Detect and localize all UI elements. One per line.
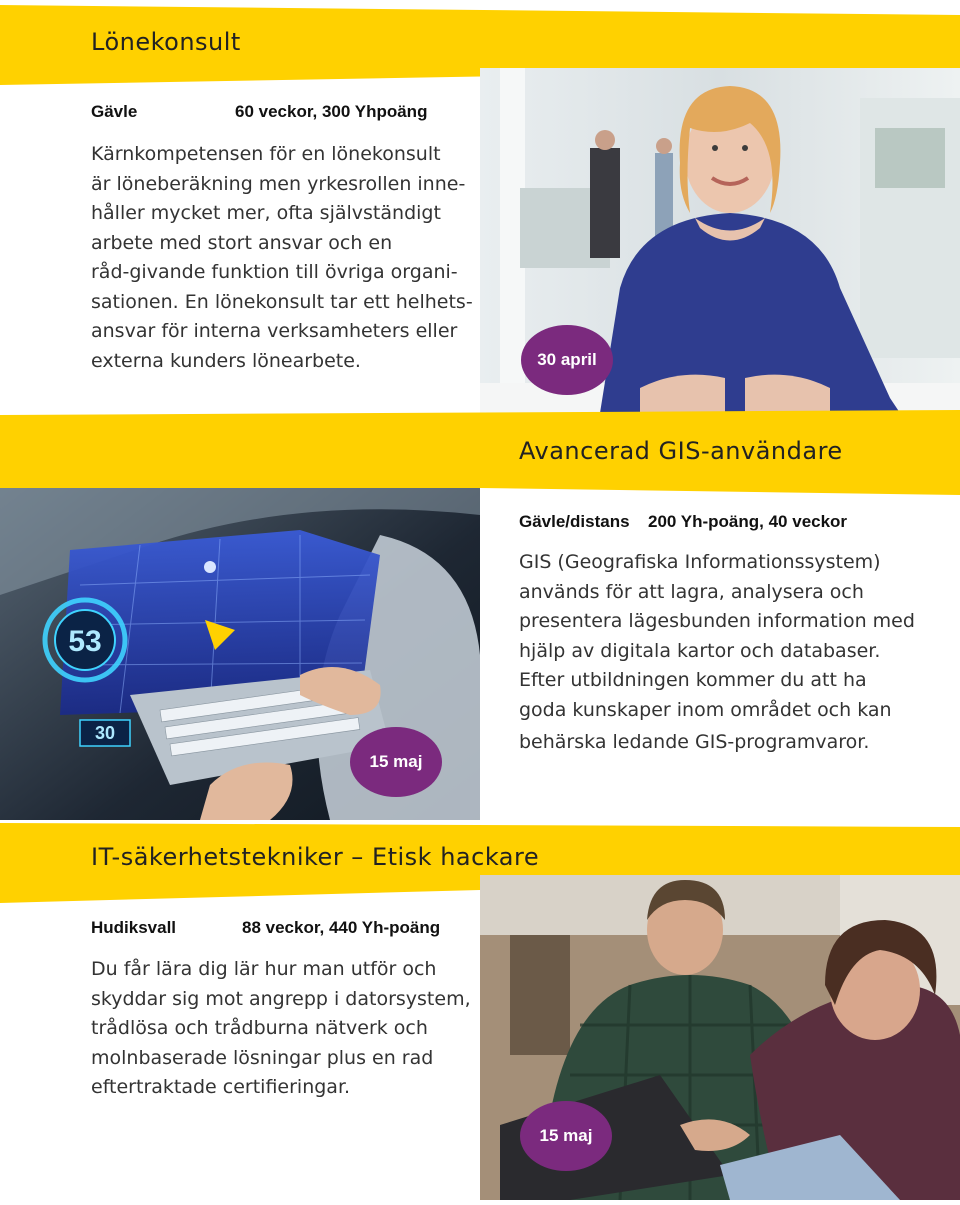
description-line: råd-givande funktion till övriga organi- bbox=[91, 261, 458, 283]
description-line: goda kunskaper inom området och kan bbox=[519, 698, 892, 721]
description-line: används för att lagra, analysera och bbox=[519, 580, 864, 603]
description-line: trådlösa och trådburna nätverk och bbox=[91, 1017, 428, 1039]
description-line: eftertraktade certifieringar. bbox=[91, 1076, 351, 1098]
hud-speed-readout: 53 bbox=[68, 625, 102, 658]
section3-location: Hudiksvall bbox=[91, 918, 177, 937]
section3-duration: 88 veckor, 440 Yh-poäng bbox=[242, 918, 441, 937]
section2-description bbox=[519, 548, 915, 758]
section2-duration: 200 Yh-poäng, 40 veckor bbox=[648, 512, 848, 531]
section1-description bbox=[91, 140, 473, 376]
description-line: behärska ledande GIS-programvaror. bbox=[519, 731, 870, 753]
section3-description bbox=[91, 955, 471, 1103]
section3-date-badge: 15 maj bbox=[520, 1101, 612, 1171]
description-line: håller mycket mer, ofta självständigt bbox=[91, 202, 441, 224]
description-line: arbete med stort ansvar och en bbox=[91, 231, 393, 254]
section3-title: IT-säkerhetstekniker – Etisk hackare bbox=[91, 843, 540, 871]
description-line: GIS (Geografiska Informationssystem) bbox=[519, 551, 881, 573]
description-line: ansvar för interna verksamheters eller bbox=[91, 320, 458, 342]
description-line: sationen. En lönekonsult tar ett helhets- bbox=[91, 290, 473, 313]
description-line: Kärnkompetensen för en lönekonsult bbox=[91, 143, 441, 165]
description-line: Efter utbildningen kommer du att ha bbox=[519, 669, 867, 691]
description-line: presentera lägesbunden information med bbox=[519, 610, 915, 632]
section2-date-badge: 15 maj bbox=[350, 727, 442, 797]
description-line: hjälp av digitala kartor och databaser. bbox=[519, 639, 881, 662]
section1-location: Gävle bbox=[91, 102, 138, 121]
description-line: Du får lära dig lär hur man utför och bbox=[91, 958, 437, 980]
section2-title: Avancerad GIS-användare bbox=[519, 437, 843, 465]
section1-duration: 60 veckor, 300 Yhpoäng bbox=[235, 102, 428, 121]
section2-location: Gävle/distans bbox=[519, 512, 630, 531]
description-line: skyddar sig mot angrepp i datorsystem, bbox=[91, 987, 471, 1010]
description-line: molnbaserade lösningar plus en rad bbox=[91, 1046, 434, 1069]
description-line: externa kunders lönearbete. bbox=[91, 349, 361, 372]
section1-title: Lönekonsult bbox=[91, 28, 241, 56]
section1-date-badge: 30 april bbox=[521, 325, 613, 395]
description-line: är löneberäkning men yrkesrollen inne- bbox=[91, 172, 466, 195]
hud-gauge-readout: 30 bbox=[94, 723, 116, 743]
